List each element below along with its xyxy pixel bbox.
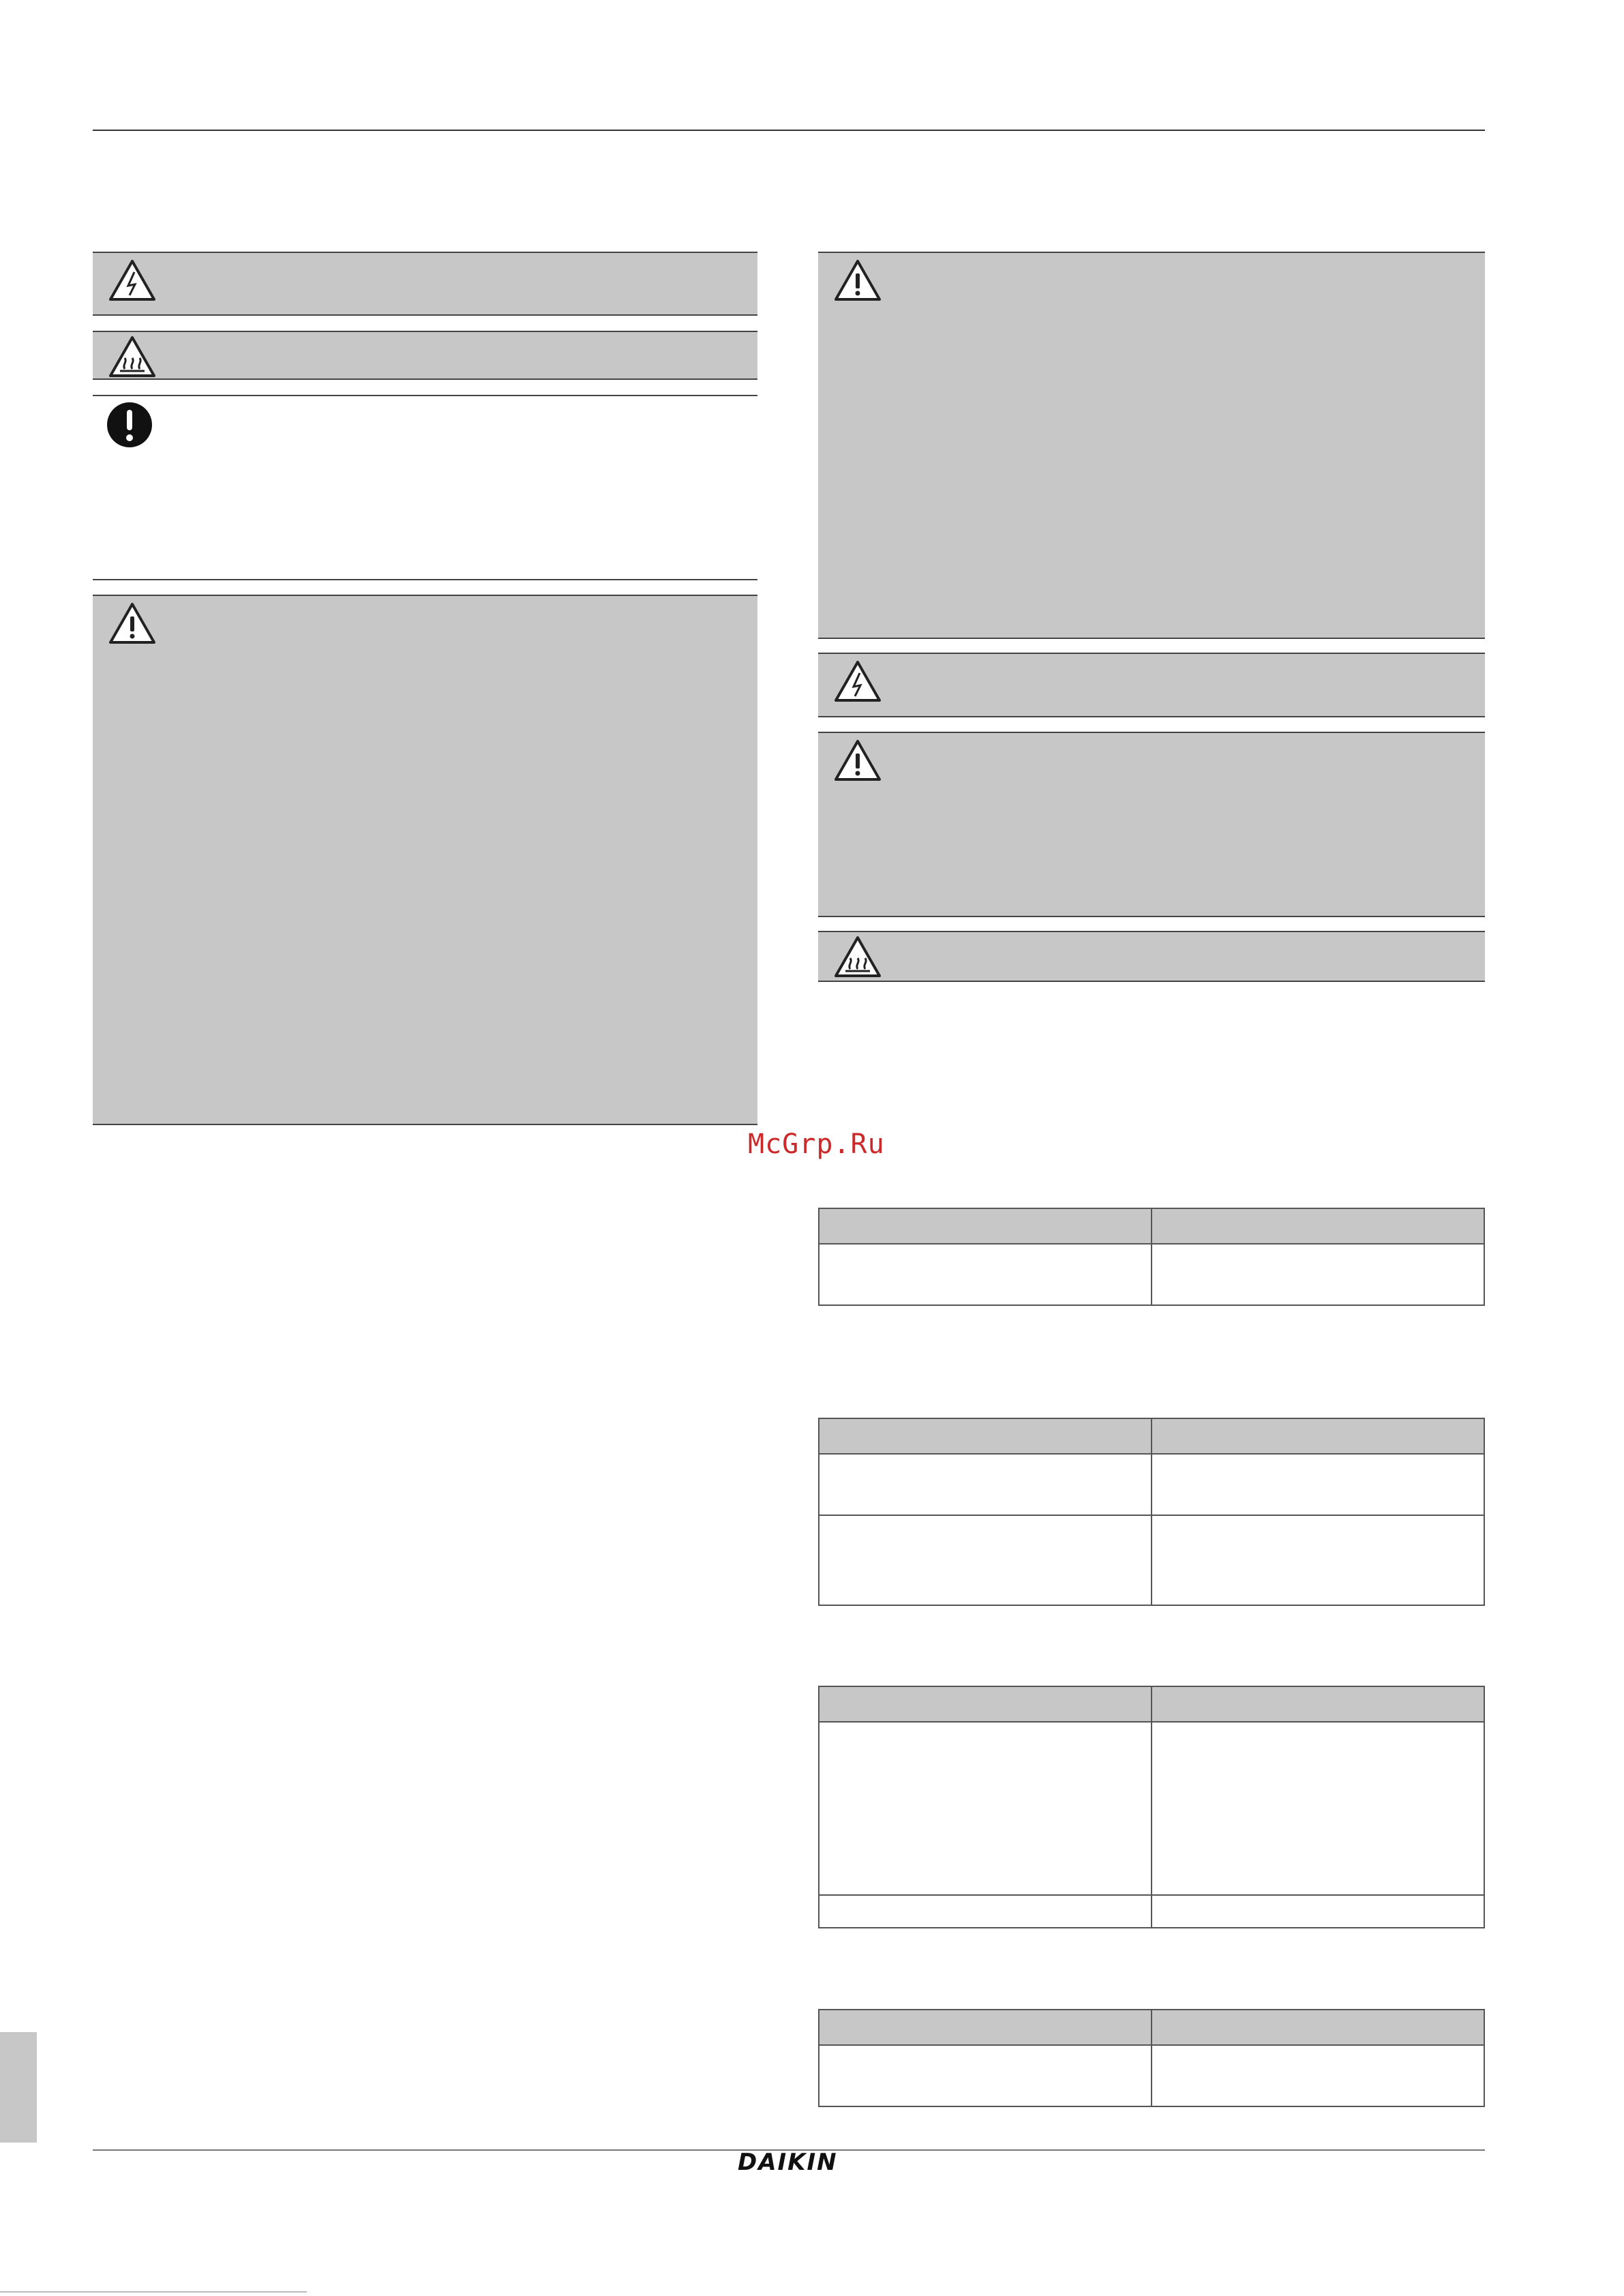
language-side-tab xyxy=(0,2032,37,2143)
danger-electrocution-box xyxy=(93,252,757,316)
general-warning-icon xyxy=(833,258,882,302)
table-row xyxy=(819,1454,1484,1515)
table-header-row xyxy=(819,2010,1484,2045)
spec-table-2 xyxy=(818,1418,1485,1606)
table-row xyxy=(819,1895,1484,1928)
table-row xyxy=(819,2045,1484,2106)
spec-table-4 xyxy=(818,2009,1485,2107)
warning-box-right-top xyxy=(818,252,1485,639)
electric-hazard-icon xyxy=(108,258,157,302)
warning-box-right-middle xyxy=(818,732,1485,917)
spec-table-1 xyxy=(818,1208,1485,1306)
table-header-row xyxy=(819,1686,1484,1722)
general-warning-icon xyxy=(108,601,157,645)
danger-electrocution-box-right xyxy=(818,653,1485,717)
scan-artifact-line xyxy=(0,2291,307,2293)
spec-table-3 xyxy=(818,1686,1485,1928)
exclamation-notice-icon xyxy=(105,400,154,449)
table-header-row xyxy=(819,1418,1484,1454)
general-warning-icon xyxy=(833,739,882,782)
hot-surface-icon xyxy=(833,935,882,979)
table-header-row xyxy=(819,1208,1484,1244)
table-row xyxy=(819,1515,1484,1605)
danger-hot-surface-box xyxy=(93,331,757,380)
warning-box-left xyxy=(93,595,757,1125)
header-rule xyxy=(93,130,1485,131)
table-row xyxy=(819,1722,1484,1895)
table-row xyxy=(819,1244,1484,1305)
electric-hazard-icon xyxy=(833,659,882,703)
notice-box xyxy=(93,395,757,580)
watermark: McGrp.Ru xyxy=(748,1129,885,1160)
daikin-logo: DAIKIN xyxy=(738,2149,838,2176)
hot-surface-icon xyxy=(108,335,157,378)
danger-hot-surface-box-right xyxy=(818,931,1485,982)
